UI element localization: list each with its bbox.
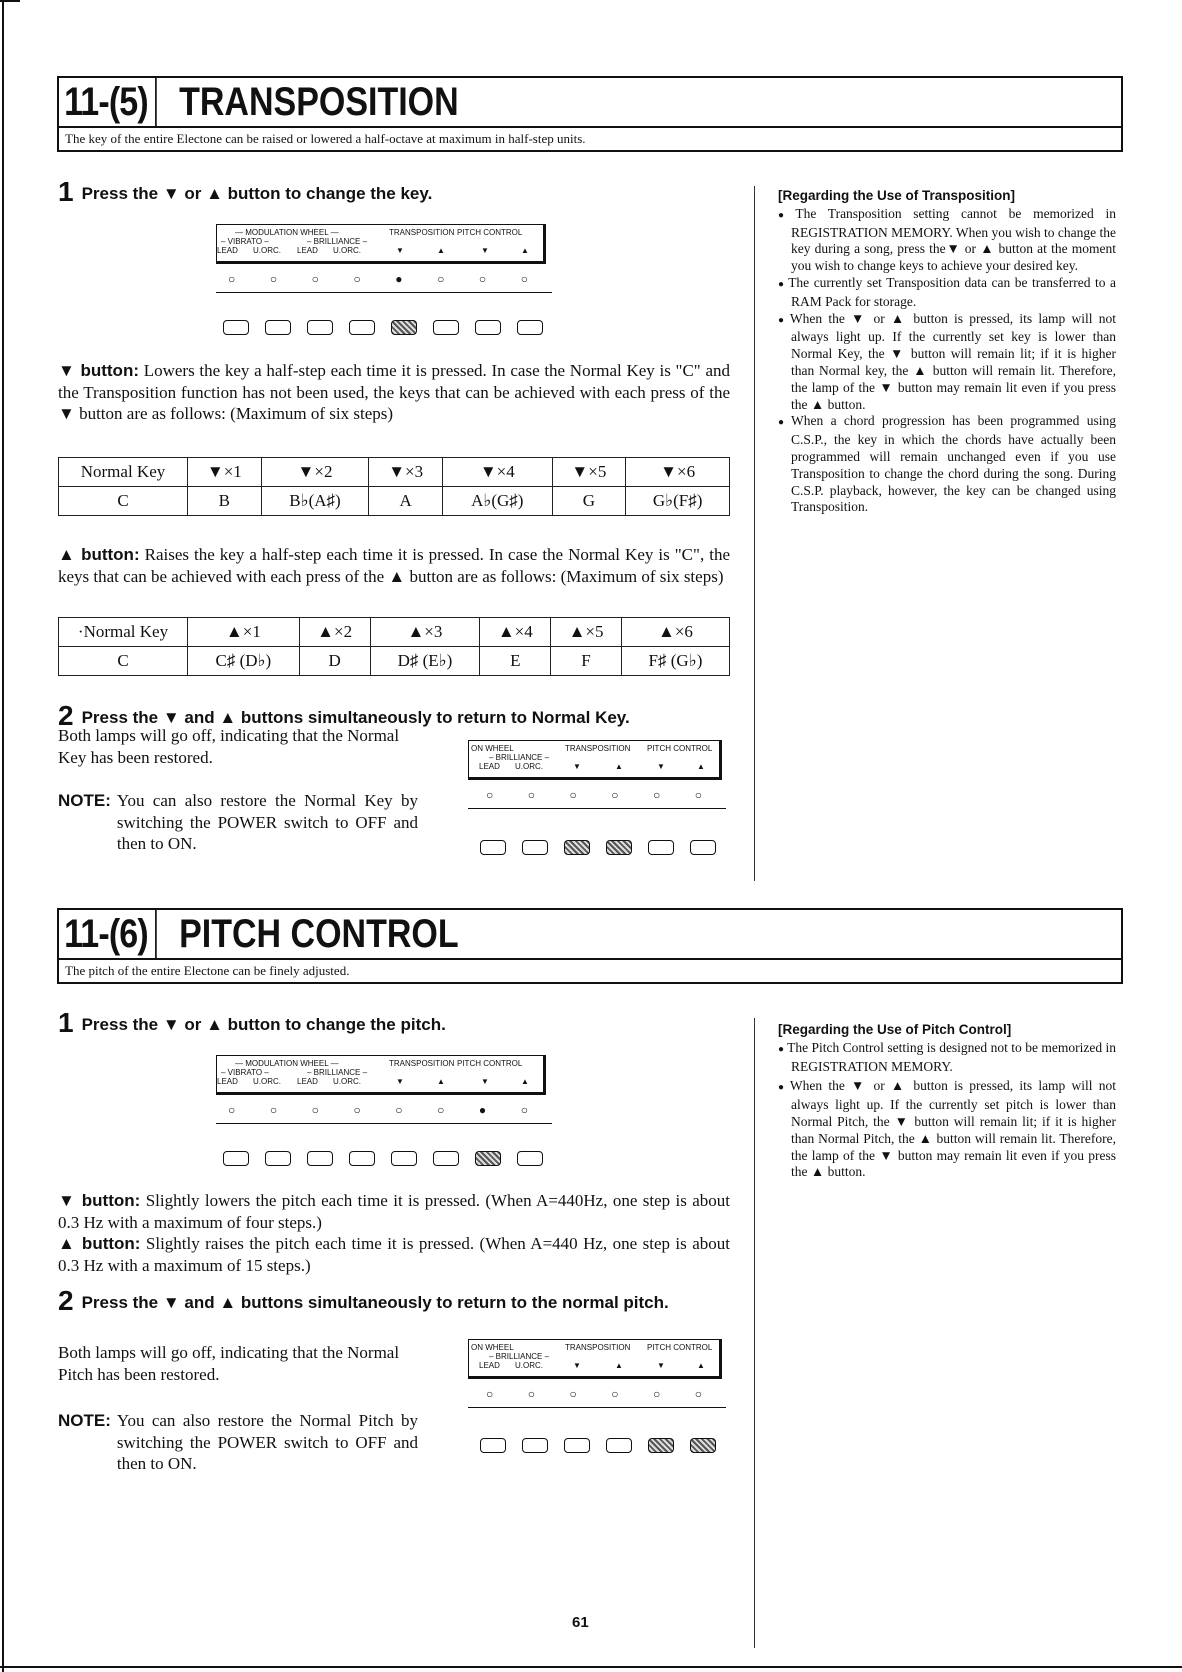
button-row-small <box>480 840 732 855</box>
button-panel-diagram-small: ON WHEEL – BRILLIANCE – TRANSPOSITION PITCH CONTROL LEAD U.ORC. ▼ ▲ ▼ ▲ ○ ○ ○ ○ ○ ○ <box>468 1339 728 1439</box>
section-number: 11-(6) <box>59 910 156 958</box>
section-title: PITCH CONTROL <box>178 911 459 956</box>
section-header-transposition <box>57 76 1123 152</box>
note-item: ● When the ▼ or ▲ button is pressed, its lamp will not always light up. If the currently set pitch is lower than Normal Pitch, the ▼ button will remain lit; if it is higher than Normal Pitch, the ▲ button will remain lit. Therefore, the lamp of the ▼ button may remain lit even if you press the ▲ button. <box>778 1078 1116 1181</box>
button-panel-diagram: — MODULATION WHEEL — – VIBRATO – – BRILLIANCE – TRANSPOSITION PITCH CONTROL LEAD U.ORC. LEAD U.ORC. ▼ ▲ ▼ ▲ ○ ○ ○ ○ ● ○ ○ ○ <box>216 224 556 344</box>
note-item: ● When the ▼ or ▲ button is pressed, its lamp will not always light up. If the currently set key is lower than Normal Key, the ▼ button will remain lit; if it is higher than Normal key, the ▲ button will remain lit. Therefore, the lamp of the ▼ button may remain lit even if you press the ▲ button. <box>778 311 1116 414</box>
corner-mark <box>0 0 20 6</box>
down-button-description: ▼ button: Lowers the key a half-step each time it is pressed. In case the Normal Key is "C" and the Transposition function has not been used, the keys that can be achieved with each press of the ▼ button are as follows: (Maximum of six steps) <box>58 361 730 423</box>
note-transposition: NOTE: You can also restore the Normal Key by switching the POWER switch to OFF and then to ON. <box>58 791 418 853</box>
button-row-small <box>480 1438 732 1453</box>
note-item: ● The Pitch Control setting is designed not to be memorized in REGISTRATION MEMORY. <box>778 1040 1116 1076</box>
page-number: 61 <box>572 1614 589 1631</box>
up-button-description: ▲ button: Raises the key a half-step each time it is pressed. In case the Normal Key is "C", the keys that can be achieved with each press of the ▲ button are as follows: (Maximum of six steps) <box>58 545 730 586</box>
button-row <box>223 1151 559 1166</box>
note-item: ● When a chord progression has been programmed using C.S.P., the key in which the chords have actually been programmed will remain unchanged even if you use Transposition to change the chord during the song. During C.S.P. playback, however, the key can be changed using Transposition. <box>778 413 1116 516</box>
page-border-left <box>2 0 4 1672</box>
section-subtitle: The pitch of the entire Electone can be finely adjusted. <box>65 963 350 978</box>
pitch-control-notes: [Regarding the Use of Pitch Control] ● The Pitch Control setting is designed not to be memorized in REGISTRATION MEMORY. ● When the ▼ or ▲ button is pressed, its lamp will not always light up. If the currently set pitch is lower than Normal Pitch, the ▼ button will remain lit; if it is higher than Normal Pitch, the ▲ button will remain lit. Therefore, the lamp of the ▼ button may remain lit even if you press the ▲ button. <box>778 1022 1116 1181</box>
page-border-bottom <box>0 1666 1182 1668</box>
step-1-transposition: 1 Press the ▼ or ▲ button to change the key. <box>58 176 433 207</box>
transposition-notes: [Regarding the Use of Transposition] ● The Transposition setting cannot be memorized in REGISTRATION MEMORY. When you wish to change the key during a song, press the▼ or ▲ button at the moment you wish to change keys to achieve your desired key. ● The currently set Transposition data can be transferred to a RAM Pack for storage. ● When the ▼ or ▲ button is pressed, its lamp will not always light up. If the currently set key is lower than Normal Key, the ▼ button will remain lit; if it is higher than Normal key, the ▲ button will remain lit. Therefore, the lamp of the ▼ button may remain lit even if you press the ▲ button. ● When a chord progression has been programmed using C.S.P., the key in which the chords have actually been programmed will remain unchanged even if you use Transposition to change the chord during the song. During C.S.P. playback, however, the key can be changed using Transposition. <box>778 188 1116 516</box>
note-item: ● The Transposition setting cannot be memorized in REGISTRATION MEMORY. When you wish to change the key during a song, press the▼ or ▲ button at the moment you wish to change keys to achieve your desired key. <box>778 206 1116 275</box>
section-header-pitch-control <box>57 908 1123 984</box>
button-panel-diagram: — MODULATION WHEEL — – VIBRATO – – BRILLIANCE – TRANSPOSITION PITCH CONTROL LEAD U.ORC. LEAD U.ORC. ▼ ▲ ▼ ▲ ○ ○ ○ ○ ○ ○ ● ○ <box>216 1055 556 1175</box>
section-subtitle: The key of the entire Electone can be raised or lowered a half-octave at maximum in half-step units. <box>65 131 586 146</box>
button-row <box>223 320 559 335</box>
section-number: 11-(5) <box>59 78 156 126</box>
step-2-transposition: 2 Press the ▼ and ▲ buttons simultaneously to return to Normal Key. <box>58 700 630 731</box>
step-2-body: Both lamps will go off, indicating that the Normal Pitch has been restored. <box>58 1343 400 1384</box>
up-button-description: ▲ button: Slightly raises the pitch each time it is pressed. (When A=440 Hz, one step is about 0.3 Hz with a maximum of 15 steps.) <box>58 1234 730 1275</box>
down-button-description: ▼ button: Slightly lowers the pitch each time it is pressed. (When A=440Hz, one step is about 0.3 Hz with a maximum of four steps.) <box>58 1191 730 1232</box>
column-divider <box>754 1018 755 1648</box>
transpose-up-table: ·Normal Key ▲×1 ▲×2 ▲×3 ▲×4 ▲×5 ▲×6 C C♯ (D♭) D D♯ (E♭) E F F♯ (G♭) <box>58 617 730 676</box>
step-1-pitch: 1 Press the ▼ or ▲ button to change the pitch. <box>58 1007 446 1038</box>
step-2-body: Both lamps will go off, indicating that the Normal Key has been restored. <box>58 726 400 767</box>
note-pitch: NOTE: You can also restore the Normal Pitch by switching the POWER switch to OFF and then to ON. <box>58 1411 418 1473</box>
section-title: TRANSPOSITION <box>178 79 459 124</box>
note-item: ● The currently set Transposition data can be transferred to a RAM Pack for storage. <box>778 275 1116 311</box>
step-2-pitch: 2 Press the ▼ and ▲ buttons simultaneously to return to the normal pitch. <box>58 1285 669 1316</box>
transpose-down-table: Normal Key ▼×1 ▼×2 ▼×3 ▼×4 ▼×5 ▼×6 C B B♭(A♯) A A♭(G♯) G G♭(F♯) <box>58 457 730 516</box>
button-panel-diagram-small: ON WHEEL – BRILLIANCE – TRANSPOSITION PITCH CONTROL LEAD U.ORC. ▼ ▲ ▼ ▲ ○ ○ ○ ○ ○ ○ <box>468 740 728 840</box>
column-divider <box>754 186 755 881</box>
